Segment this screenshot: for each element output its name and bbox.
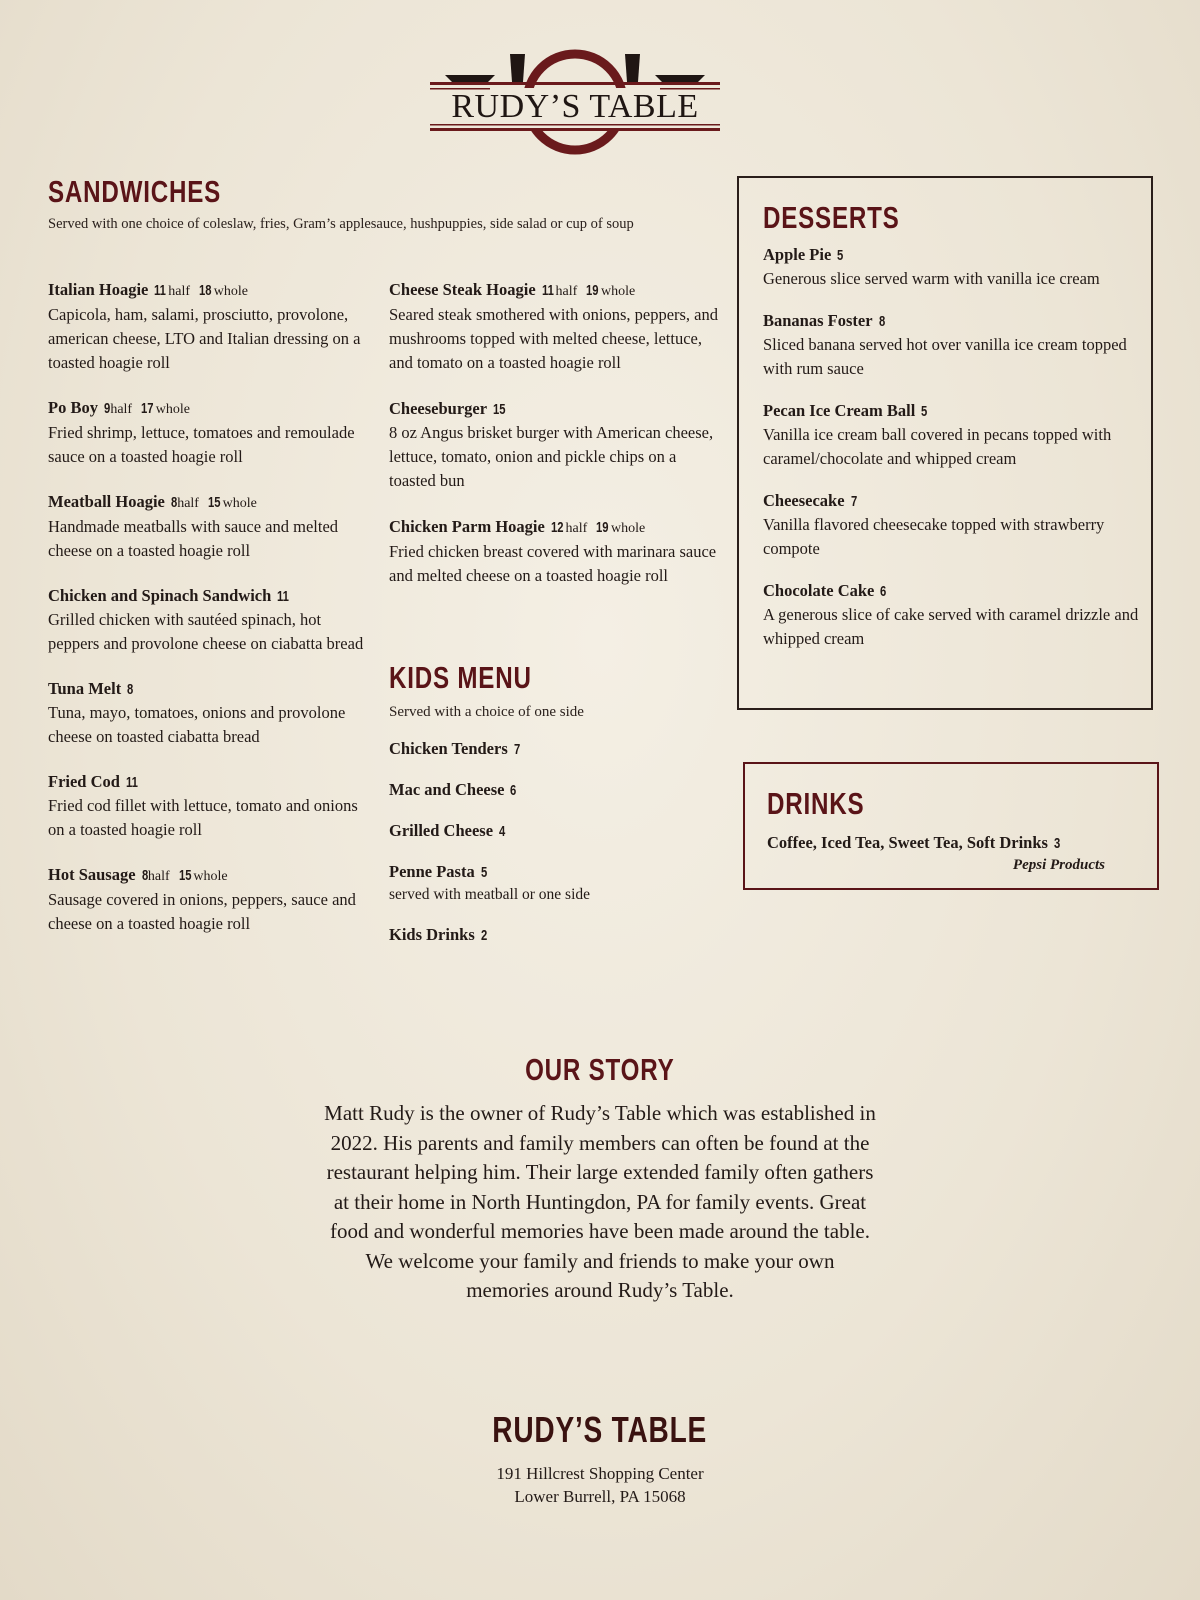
kids-menu-list: [389, 737, 709, 947]
kids-menu-note: Served with a choice of one side: [389, 704, 584, 720]
sandwiches-heading: SANDWICHES: [48, 174, 222, 209]
menu-item-description: Generous slice served warm with vanilla ice cream: [763, 269, 1100, 288]
our-story-section: [0, 1054, 1200, 1306]
menu-item: [763, 489, 1143, 561]
menu-item-name: Italian Hoagie: [48, 280, 149, 299]
kids-item-name: Mac and Cheese: [389, 780, 505, 799]
menu-item-description: Tuna, mayo, tomatoes, onions and provolone cheese on toasted ciabatta bread: [48, 703, 346, 746]
logo-text: RUDY’S TABLE: [451, 88, 699, 125]
half-price: 11: [541, 282, 554, 299]
menu-item-name: Fried Cod: [48, 772, 120, 791]
drinks-heading: DRINKS: [767, 786, 865, 821]
menu-item-price: 11: [125, 774, 138, 791]
menu-item: [48, 677, 368, 749]
story-line: memories around Rudy’s Table.: [466, 1278, 734, 1302]
menu-item: [48, 396, 368, 469]
menu-item: [48, 278, 368, 375]
menu-item: [389, 397, 719, 493]
drinks-price: 3: [1053, 835, 1061, 852]
whole-label: whole: [155, 402, 190, 417]
half-label: half: [565, 521, 588, 536]
menu-item: [763, 579, 1143, 651]
menu-item-name: Chocolate Cake: [763, 581, 875, 600]
menu-item-price: 11: [277, 588, 290, 605]
whole-label: whole: [222, 496, 257, 511]
menu-item-description: A generous slice of cake served with caramel drizzle and whipped cream: [763, 605, 1139, 648]
menu-item-title: [48, 863, 368, 888]
whole-price: 18: [199, 282, 212, 299]
kids-menu-item: [389, 737, 709, 761]
kids-item-name: Chicken Tenders: [389, 739, 508, 758]
drinks-item-name: Coffee, Iced Tea, Sweet Tea, Soft Drinks: [767, 833, 1048, 852]
kids-item-name: Kids Drinks: [389, 925, 475, 944]
kids-item-name: Penne Pasta: [389, 862, 475, 881]
menu-item-name: Tuna Melt: [48, 679, 122, 698]
whole-label: whole: [600, 284, 636, 299]
desserts-list: [763, 243, 1143, 651]
menu-item-name: Chicken and Spinach Sandwich: [48, 586, 272, 605]
menu-item: [763, 243, 1143, 291]
whole-label: whole: [193, 869, 228, 884]
menu-item-price: 8: [878, 313, 885, 330]
menu-item: [48, 584, 368, 656]
drinks-note: Pepsi Products: [1012, 857, 1105, 873]
menu-item-price: 5: [837, 247, 844, 264]
half-label: half: [177, 496, 199, 511]
menu-item-price: 7: [850, 493, 857, 510]
menu-item-price: 8: [127, 681, 134, 698]
half-price: 12: [550, 519, 564, 536]
kids-item-name: Grilled Cheese: [389, 821, 494, 840]
menu-item-title: [763, 489, 1143, 513]
half-label: half: [110, 402, 133, 417]
menu-item-title: [48, 770, 368, 794]
whole-price: 15: [178, 867, 192, 884]
address-line-2: Lower Burrell, PA 15068: [514, 1487, 686, 1506]
our-story-text: [0, 1099, 1200, 1306]
menu-item-name: Cheesecake: [763, 491, 845, 510]
menu-item-price: 6: [880, 583, 887, 600]
kids-menu-item: [389, 860, 709, 906]
story-line: We welcome your family and friends to make your own: [365, 1248, 835, 1273]
menu-item-description: Fried shrimp, lettuce, tomatoes and remoulade sauce on a toasted hoagie roll: [48, 423, 355, 466]
menu-item-title: [48, 584, 368, 608]
menu-item-title: [389, 278, 719, 303]
menu-item: [48, 490, 368, 563]
whole-price: 15: [207, 494, 221, 511]
kids-item-price: 5: [480, 864, 487, 881]
menu-item-title: [48, 677, 368, 701]
menu-item: [48, 863, 368, 936]
menu-item-description: Capicola, ham, salami, prosciutto, provolone, american cheese, LTO and Italian dressing on a toasted hoagie roll: [48, 305, 361, 372]
menu-item-description: Fried cod fillet with lettuce, tomato and onions on a toasted hoagie roll: [48, 796, 358, 839]
half-price: 9: [103, 400, 111, 417]
whole-label: whole: [213, 284, 248, 299]
menu-item-description: Seared steak smothered with onions, peppers, and mushrooms topped with melted cheese, lettuce, and tomato on a toasted hoagie roll: [389, 305, 719, 372]
menu-item-name: Apple Pie: [763, 245, 832, 264]
half-price: 8: [141, 867, 148, 884]
kids-item-price: 2: [480, 927, 488, 944]
sandwiches-section: [48, 176, 708, 235]
menu-item-description: 8 oz Angus brisket burger with American cheese, lettuce, tomato, onion and pickle chips on a toasted bun: [389, 423, 714, 490]
menu-item: [389, 278, 719, 375]
menu-item-title: [763, 399, 1143, 423]
kids-menu-item: [389, 923, 709, 947]
sandwiches-right-column: [389, 278, 719, 610]
kids-menu-item: [389, 819, 709, 843]
menu-item: [763, 309, 1143, 381]
whole-price: 17: [141, 400, 154, 417]
menu-item: [763, 399, 1143, 471]
footer: [0, 1409, 1200, 1508]
menu-item-description: Handmade meatballs with sauce and melted cheese on a toasted hoagie roll: [48, 517, 339, 560]
kids-menu-section: [389, 662, 709, 964]
menu-item-name: Chicken Parm Hoagie: [389, 517, 545, 536]
menu-item-description: Sliced banana served hot over vanilla ice cream topped with rum sauce: [763, 335, 1127, 378]
story-line: Matt Rudy is the owner of Rudy’s Table which was established in: [324, 1101, 876, 1125]
our-story-heading: OUR STORY: [525, 1052, 675, 1087]
restaurant-logo: [430, 44, 720, 156]
whole-price: 19: [586, 282, 599, 299]
desserts-box: [737, 176, 1153, 710]
drinks-item: [767, 831, 1147, 855]
menu-item-price: 15: [493, 401, 506, 418]
menu-item-name: Pecan Ice Cream Ball: [763, 401, 916, 420]
half-label: half: [555, 284, 578, 299]
story-line: food and wonderful memories have been made around the table.: [330, 1219, 870, 1243]
kids-item-price: 6: [510, 782, 517, 799]
story-line: at their home in North Huntingdon, PA for family events. Great: [333, 1189, 867, 1214]
menu-item-description: Grilled chicken with sautéed spinach, hot peppers and provolone cheese on ciabatta bread: [48, 610, 364, 653]
menu-item-name: Meatball Hoagie: [48, 492, 165, 511]
menu-item-title: [763, 579, 1143, 603]
menu-item-title: [48, 278, 368, 303]
menu-item-title: [389, 515, 719, 540]
whole-price: 19: [596, 519, 609, 536]
half-price: 8: [170, 494, 178, 511]
menu-item-name: Bananas Foster: [763, 311, 873, 330]
story-line: 2022. His parents and family members can often be found at the: [330, 1130, 870, 1155]
menu-item-name: Hot Sausage: [48, 865, 136, 884]
menu-item: [48, 770, 368, 842]
desserts-heading: DESSERTS: [763, 200, 900, 235]
kids-item-price: 4: [499, 823, 506, 840]
menu-item-description: Vanilla flavored cheesecake topped with strawberry compote: [763, 515, 1105, 558]
half-price: 11: [154, 282, 167, 299]
menu-item-name: Cheeseburger: [389, 399, 488, 418]
sandwiches-left-column: [48, 278, 368, 957]
menu-item-description: Fried chicken breast covered with marinara sauce and melted cheese on a toasted hoagie roll: [389, 542, 717, 585]
kids-item-price: 7: [513, 741, 521, 758]
half-label: half: [147, 869, 170, 884]
kids-item-description: served with meatball or one side: [389, 886, 591, 903]
menu-item-price: 5: [921, 403, 928, 420]
kids-menu-item: [389, 778, 709, 802]
address-line-1: 191 Hillcrest Shopping Center: [496, 1464, 704, 1483]
menu-item-title: [389, 397, 719, 421]
half-label: half: [168, 284, 191, 299]
menu-item: [389, 515, 719, 588]
menu-item-description: Vanilla ice cream ball covered in pecans topped with caramel/chocolate and whipped cream: [763, 425, 1112, 468]
kids-menu-heading: KIDS MENU: [389, 660, 532, 695]
drinks-box: [743, 762, 1159, 890]
menu-item-title: [48, 396, 368, 421]
menu-item-name: Cheese Steak Hoagie: [389, 280, 536, 299]
menu-item-title: [763, 309, 1143, 333]
sandwiches-note: Served with one choice of coleslaw, fries, Gram’s applesauce, hushpuppies, side salad or cup of soup: [48, 216, 634, 232]
menu-item-title: [763, 243, 1143, 267]
footer-restaurant-name: RUDY’S TABLE: [492, 1409, 708, 1450]
menu-item-title: [48, 490, 368, 515]
story-line: restaurant helping him. Their large extended family often gathers: [326, 1160, 874, 1184]
menu-item-name: Po Boy: [48, 398, 98, 417]
menu-item-description: Sausage covered in onions, peppers, sauce and cheese on a toasted hoagie roll: [48, 890, 356, 933]
whole-label: whole: [610, 521, 646, 536]
